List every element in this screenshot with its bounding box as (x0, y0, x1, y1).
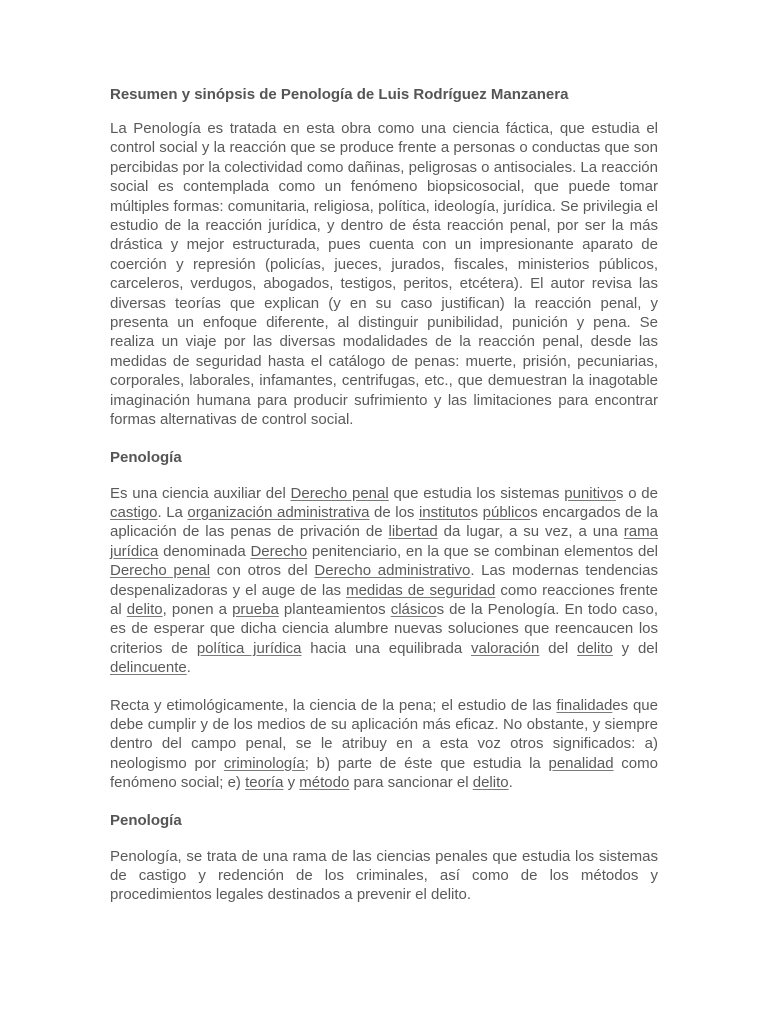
link-derecho-administrativo[interactable]: Derecho administrativo (314, 562, 471, 580)
section-heading-penologia-1: Penología (110, 448, 182, 466)
document-title: Resumen y sinópsis de Penología de Luis Rodríguez Manzanera (110, 86, 569, 103)
document-page (110, 85, 658, 923)
definition-paragraph: Es una ciencia auxiliar del Derecho penal que estudia los sistemas punitivos o de castigo. La organización administrativa de los institutos públicos encargados de la aplicación de las penas de privación de libertad da lugar, a su vez, a una rama jurídica denominada Derecho penitenciario, en la que se combinan elementos del Derecho penal con otros del Derecho administrativo. Las modernas tendencias despenalizadoras y el auge de las medidas de seguridad como reacciones frente al delito, ponen a prueba planteamientos clásicos de la Penología. En todo caso, es de esperar que dicha ciencia alumbre nuevas soluciones que reencaucen los criterios de política jurídica hacia una equilibrada valoración del delito y del delincuente. (110, 484, 659, 677)
link-delincuente[interactable]: delincuente (110, 659, 187, 677)
link-rama-juridica[interactable]: rama jurídica (110, 523, 658, 560)
link-publico[interactable]: público (482, 503, 531, 521)
link-instituto[interactable]: instituto (418, 503, 471, 521)
link-metodo[interactable]: método (299, 774, 350, 792)
link-teoria[interactable]: teoría (245, 774, 284, 792)
etymology-paragraph: Recta y etimológicamente, la ciencia de la pena; el estudio de las finalidades que debe cumplir y de los medios de su aplicación más eficaz. No obstante, y siempre dentro del campo penal, se le atribuy en a esta voz otros significados: a) neologismo por criminología; b) parte de éste que estudia la penalidad como fenómeno social; e) teoría y método para sancionar el delito. (110, 696, 658, 792)
link-penalidad[interactable]: penalidad (548, 754, 614, 772)
section-heading-penologia-2: Penología (110, 811, 182, 829)
link-libertad[interactable]: libertad (388, 523, 438, 541)
link-prueba[interactable]: prueba (232, 600, 279, 618)
link-derecho[interactable]: Derecho (250, 542, 308, 560)
link-punitivo[interactable]: punitivo (564, 484, 616, 502)
intro-paragraph: La Penología es tratada en esta obra como una ciencia fáctica, que estudia el control social y la reacción que se produce frente a personas o conductas que son percibidas por la colectividad como dañinas, peligrosas o antisociales. La reacción social es contemplada como un fenómeno biopsicosocial, que puede tomar múltiples formas: comunitaria, religiosa, política, ideología, jurídica. Se privilegia el estudio de la reacción jurídica, y dentro de ésta reacción penal, por ser la más drástica y mejor estructurada, pues cuenta con un impresionante aparato de coerción y represión (policías, jueces, jurados, fiscales, ministerios públicos, carceleros, verdugos, abogados, testigos, peritos, etcétera). El autor revisa las diversas teorías que explican (y en su caso justifican) la reacción penal, y presenta un enfoque diferente, al distinguir punibilidad, punición y pena. Se realiza un viaje por las diversas modalidades de la reacción penal, desde las medidas de seguridad hasta el catálogo de penas: muerte, prisión, pecuniarias, corporales, laborales, infamantes, centrifugas, etc., que demuestran la inagotable imaginación humana para producir sufrimiento y las limitaciones para encontrar formas alternativas de control social. (110, 120, 658, 429)
link-delito-3[interactable]: delito (472, 774, 509, 792)
link-derecho-penal[interactable]: Derecho penal (290, 484, 389, 502)
link-castigo[interactable]: castigo (110, 503, 158, 521)
link-valoracion[interactable]: valoración (471, 639, 540, 657)
link-delito[interactable]: delito (126, 600, 163, 618)
link-clasico[interactable]: clásico (390, 600, 437, 618)
link-organizacion-administrativa[interactable]: organización administrativa (187, 503, 370, 521)
link-finalidad[interactable]: finalidad (556, 696, 613, 714)
link-delito-2[interactable]: delito (577, 639, 613, 657)
link-politica-juridica[interactable]: política jurídica (196, 639, 302, 657)
closing-paragraph: Penología, se trata de una rama de las ciencias penales que estudia los sistemas de castigo y redención de los criminales, así como de los métodos y procedimientos legales destinados a prevenir el delito. (110, 847, 658, 904)
link-derecho-penal-2[interactable]: Derecho penal (110, 562, 211, 580)
link-criminologia[interactable]: criminología (223, 754, 305, 772)
link-medidas-de-seguridad[interactable]: medidas de seguridad (346, 581, 496, 599)
